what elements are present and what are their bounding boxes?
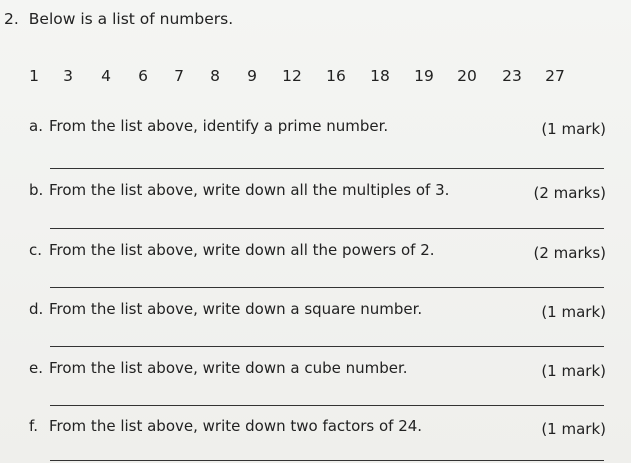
number-item: 23 [502,67,522,85]
number-item: 3 [63,67,73,85]
answer-line[interactable] [50,460,604,461]
part-marks: (1 mark) [541,303,606,321]
number-item: 1 [29,67,39,85]
number-item: 19 [414,67,434,85]
number-item: 16 [326,67,346,85]
part-marks: (1 mark) [541,120,606,138]
number-item: 9 [247,67,257,85]
part-marks: (1 mark) [541,420,606,438]
number-item: 4 [101,67,111,85]
part-marks: (2 marks) [533,244,606,262]
number-item: 27 [545,67,565,85]
answer-line[interactable] [50,228,604,229]
question-intro: Below is a list of numbers. [28,10,234,28]
part-letter: e. [29,359,43,377]
number-list [0,0,631,100]
answer-line[interactable] [50,168,604,169]
number-item: 18 [370,67,390,85]
part-letter: b. [29,181,44,199]
part-question-text: From the list above, write down two factors of 24. [49,417,423,435]
part-question-text: From the list above, write down all the multiples of 3. [49,181,450,199]
number-item: 12 [282,67,302,85]
number-item: 20 [457,67,477,85]
question-number: 2. [4,10,19,28]
answer-line[interactable] [50,287,604,288]
part-letter: c. [29,241,43,259]
part-question-text: From the list above, write down a cube number. [49,359,408,377]
part-marks: (2 marks) [533,184,606,202]
number-item: 6 [138,67,148,85]
part-letter: f. [29,417,38,435]
part-letter: d. [29,300,44,318]
answer-line[interactable] [50,346,604,347]
part-question-text: From the list above, write down all the powers of 2. [49,241,435,259]
part-question-text: From the list above, write down a square number. [49,300,423,318]
part-marks: (1 mark) [541,362,606,380]
part-question-text: From the list above, identify a prime number. [49,117,389,135]
answer-line[interactable] [50,405,604,406]
number-item: 8 [210,67,220,85]
part-letter: a. [29,117,43,135]
number-item: 7 [174,67,184,85]
